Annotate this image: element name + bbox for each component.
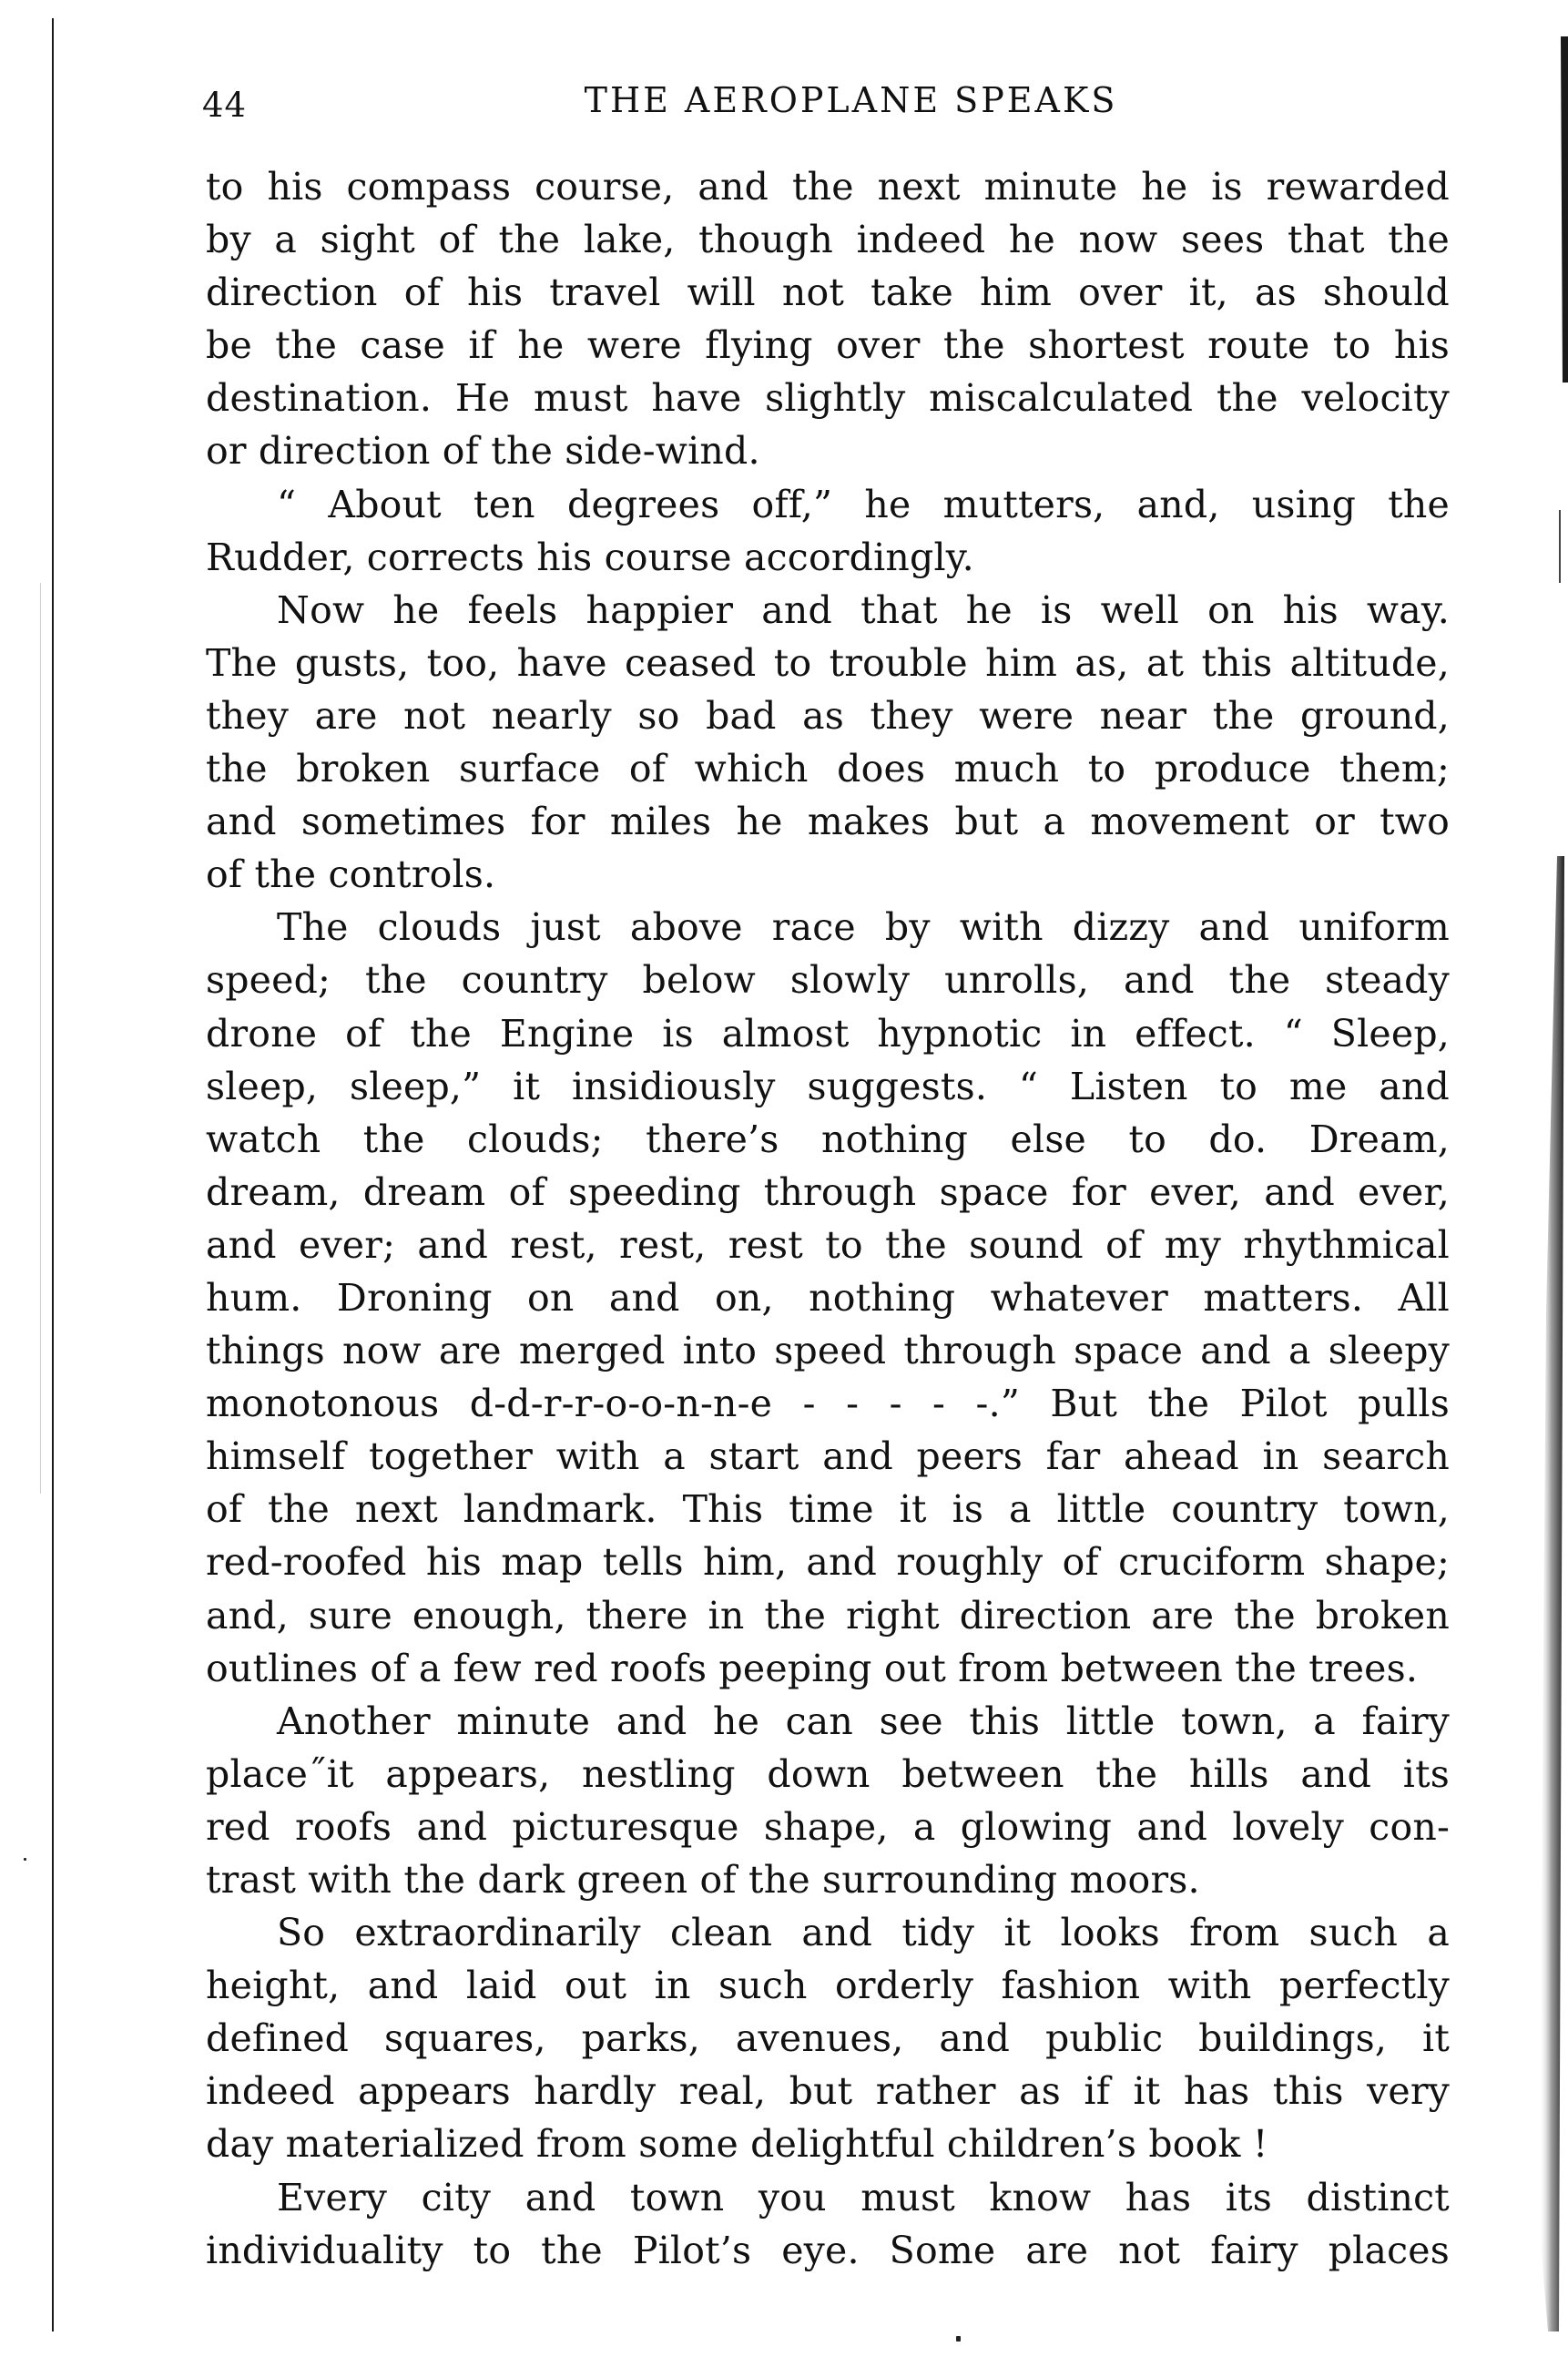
text-line: by a sight of the lake, though indeed he now sees that the [206,218,1450,262]
text-line: red-roofed his map tells him, and roughly of cruciform shape; [206,1540,1450,1585]
text-line: height, and laid out in such orderly fashion with perfectly [206,1964,1450,2008]
text-line: dream, dream of speeding through space for ever, and ever, [206,1169,1450,1214]
body-text [206,160,1450,2277]
running-head [202,80,1450,135]
binding-dark-top [1561,36,1568,383]
running-title: THE AEROPLANE SPEAKS [584,80,1118,120]
text-line: they are not nearly so bad as they were near the ground, [206,693,1450,738]
text-line: be the case if he were flying over the shortest route to his [206,323,1450,368]
paragraph [206,160,1450,478]
binding-gradient [1539,856,1564,2331]
text-line: The clouds just above race by with dizzy and uniform [277,905,1450,950]
text-line: to his compass course, and the next minute he is rewarded [206,165,1450,209]
text-line: sleep, sleep,” it insidiously suggests. “ Listen to me and [206,1064,1450,1108]
binding-shadow [1522,36,1568,2331]
text-line: monotonous d-d-r-r-o-o-n-n-e - - - - -.” But the Pilot pulls [206,1382,1450,1426]
text-line: or direction of the side-wind. [206,429,760,474]
text-line: the broken surface of which does much to produce them; [206,747,1450,791]
text-line: and sometimes for miles he makes but a movement or two [206,800,1450,844]
text-line: hum. Droning on and on, nothing whatever matters. All [206,1275,1450,1320]
text-line: himself together with a start and peers far ahead in search [206,1434,1450,1479]
text-line: of the controls. [206,852,496,897]
text-line: The gusts, too, have ceased to trouble him as, at this altitude, [206,640,1450,685]
text-line: trast with the dark green of the surrounding moors. [206,1858,1200,1902]
text-line: drone of the Engine is almost hypnotic in effect. “ Sleep, [206,1011,1450,1056]
paragraph [206,1695,1450,1906]
text-line: and, sure enough, there in the right direction are the broken [206,1593,1450,1638]
paragraph [206,584,1450,902]
stray-ink-dot [956,2336,961,2342]
page-edge-rule-faint [40,583,41,1494]
text-line: watch the clouds; there’s nothing else to do. Dream, [206,1117,1450,1161]
text-line: direction of his travel will not take him over it, as should [206,270,1450,315]
text-line: day materialized from some delightful children’s book ! [206,2122,1268,2167]
text-line: of the next landmark. This time it is a little country town, [206,1487,1450,1532]
binding-mark [1559,510,1561,583]
text-line: place˝it appears, nestling down between the hills and its [206,1751,1450,1796]
text-line: things now are merged into speed through space and a sleepy [206,1329,1450,1373]
paragraph [206,478,1450,584]
text-line: defined squares, parks, avenues, and public buildings, it [206,2016,1450,2061]
paragraph [206,901,1450,1694]
text-line: Now he feels happier and that he is well on his way. [277,587,1450,632]
paragraph [206,1906,1450,2170]
text-line: Every city and town you must know has its distinct [277,2175,1450,2219]
text-line: and ever; and rest, rest, rest to the sound of my rhythmical [206,1222,1450,1267]
text-line: speed; the country below slowly unrolls, and the steady [206,958,1450,1003]
text-line: destination. He must have slightly miscalculated the velocity [206,376,1450,421]
text-line: red roofs and picturesque shape, a glowing and lovely con- [206,1804,1450,1849]
page-edge-rule [52,18,54,2331]
stray-ink-dot [24,1858,26,1861]
text-line: individuality to the Pilot’s eye. Some are not fairy places [206,2228,1450,2272]
paragraph [206,2171,1450,2277]
text-line: Another minute and he can see this little town, a fairy [277,1699,1450,1743]
text-line: outlines of a few red roofs peeping out from between the trees. [206,1646,1419,1690]
text-line: indeed appears hardly real, but rather as if it has this very [206,2069,1450,2114]
text-line: So extraordinarily clean and tidy it looks from such a [277,1911,1450,1955]
binding-shadow-graphic [1522,36,1568,2331]
text-line: Rudder, corrects his course accordingly. [206,535,974,579]
text-line: “ About ten degrees off,” he mutters, and, using the [277,482,1450,526]
page-number: 44 [202,86,248,125]
